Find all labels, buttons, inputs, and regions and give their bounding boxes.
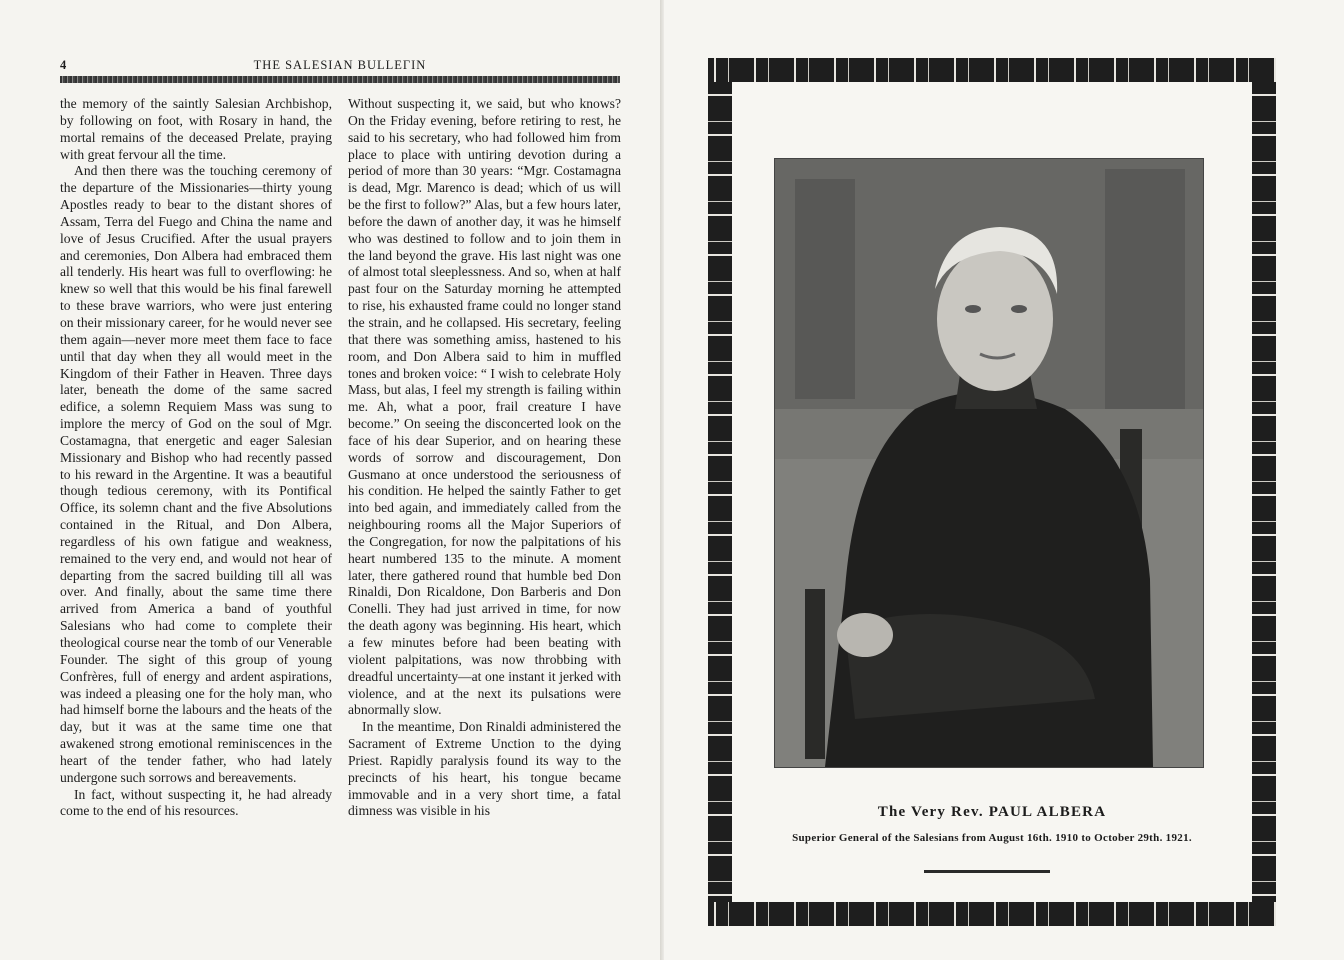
frame-border-top bbox=[708, 58, 1276, 82]
portrait-illustration bbox=[775, 159, 1203, 767]
caption-rule bbox=[924, 870, 1050, 873]
left-page bbox=[0, 0, 664, 960]
ornamental-frame bbox=[708, 58, 1276, 926]
text-column-two bbox=[348, 96, 621, 820]
frame-border-right bbox=[1252, 82, 1276, 902]
frame-border-bottom bbox=[708, 902, 1276, 926]
paragraph: the memory of the saintly Salesian Archbishop, by following on foot, with Rosary in hand, the mortal remains of the deceased Prelate, praying with great fervour all the time. bbox=[60, 96, 332, 162]
page-number: 4 bbox=[60, 58, 68, 72]
paragraph: In the meantime, Don Rinaldi administered the Sacrament of Extreme Unction to the dying Priest. Rapidly paralysis found its way to the precincts of his heart, his tongue became immovable and in a very short time, a fatal dimness was visible in his bbox=[348, 719, 621, 819]
running-head bbox=[60, 58, 620, 74]
paragraph: In fact, without suspecting it, he had already come to the end of his resources. bbox=[60, 786, 332, 819]
journal-title: THE SALESIAN BULLEГIN bbox=[253, 58, 427, 72]
plate-panel bbox=[732, 82, 1252, 902]
frame-border-left bbox=[708, 82, 732, 902]
paragraph: And then there was the touching ceremony of the departure of the Missionaries—thirty young Apostles ready to bear to the distant shores of Assam, Terra del Fuego and China the name and love of Jesus Crucified. After the usual prayers and ceremonies, Don Albera had embraced them all tenderly. His heart was full to overflowing: he knew so well that this would be his final farewell to these brave warriors, who were just entering on their missionary career, for he would never see them again—never more meet them face to face until that day when they all would meet in the Kingdom of their Father in Heaven. Three days later, beneath the dome of the same sacred edifice, a solemn Requiem Mass was sung to implore the mercy of God on the soul of Mgr. Costamagna, that energetic and eager Salesian Missionary and Bishop who had recently passed to his reward in the Argentine. It was a beautiful though tedious ceremony, with its Pontifical Office, its solemn chant and the five Absolutions contained in the Ritual, and Don Albera, regardless of his own fatigue and weakness, remained to the very end, and would not hear of departing from the sacred building till all was over. And finally, about the same time there arrived from America a band of youthful Salesians who had come to complete their theological course near the tomb of our Venerable Founder. The sight of this group of young Confrères, full of energy and ardent aspirations, was indeed a pleasing one for the holy man, who had himself borne the labours and the heats of the day, but it was at the same time one that awakened strong emotional reminiscences in the heart of the tender father, who had lately undergone such sorrows and bereavements. bbox=[60, 163, 332, 785]
caption-title: The Very Rev. PAUL ALBERA bbox=[877, 804, 1107, 820]
paragraph: Without suspecting it, we said, but who knows? On the Friday evening, before retiring to rest, he said to his secretary, who had followed him from place to place with untiring devotion during a period of more than 30 years: “Mgr. Costamagna is dead, Mgr. Marenco is dead; which of us will be the first to follow?” Alas, but a few hours later, before the dawn of another day, it was he himself who was destined to follow and to join them in the land beyond the grave. His last night was one of almost total sleeplessness. And so, when at half past four on the Saturday morning he attempted to rise, his exhausted frame could no longer stand the strain, and he collapsed. His secretary, feeling that there was something amiss, hastened to his room, and Don Albera said to him in muffled tones and broken voice: “ I wish to celebrate Holy Mass, but alas, I feel my strength is failing within me. Ah, what a poor, frail creature I have become.” On seeing the disconcerted look on the face of his dear Superior, and on hearing these words of sorrow and discouragement, Don Gusmano at once understood the seriousness of his condition. He helped the saintly Father to get into bed again, and immediately called from the neighbouring rooms all the Major Superiors of the Congregation, for now the palpitations of his heart numbered 135 to the minute. A moment later, there gathered round that humble bed Don Rinaldi, Don Ricaldone, Don Barberis and Don Conelli. They had just arrived in time, for now the death agony was beginning. His heart, which a few minutes before had been beating with violent palpitations, was now throbbing with dreadful uncertainty—at one instant it jerked with violence, and at the next its pulsations were abnormally slow. bbox=[348, 96, 621, 718]
caption-subtitle: Superior General of the Salesians from August 16th. 1910 to October 29th. 1921. bbox=[792, 832, 1192, 844]
text-column-one bbox=[60, 96, 332, 820]
portrait-photo bbox=[774, 158, 1204, 768]
header-rule bbox=[60, 76, 620, 83]
